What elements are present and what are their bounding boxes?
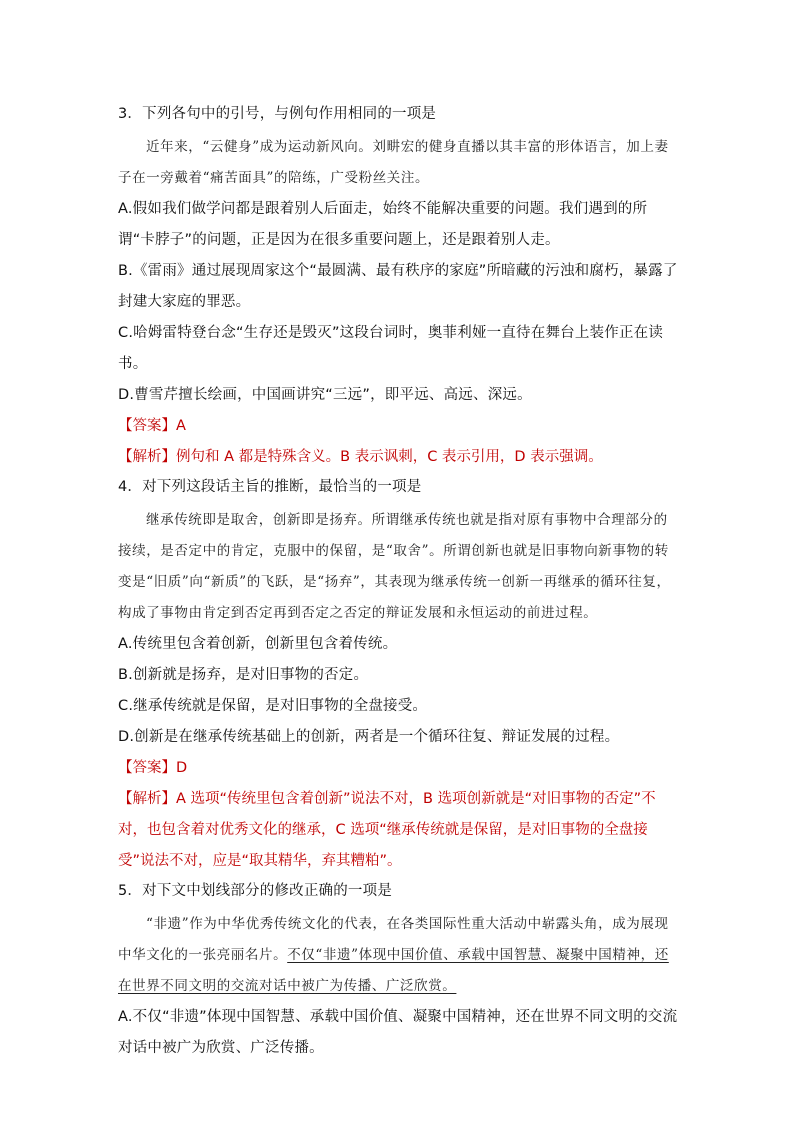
question-3-option-b: B.《雷雨》通过展现周家这个“最圆满、最有秩序的家庭”所暗藏的污浊和腐朽，暴露了封建大家庭的罪恶。	[118, 263, 678, 310]
answer-label: 【答案】	[118, 760, 176, 776]
question-5-passage	[118, 909, 678, 1002]
answer-value: A	[176, 418, 186, 434]
document-content	[118, 102, 678, 1064]
passage-underlined-text: 不仅“非遗”体现中国价值、承载中国智慧、凝聚中国精神，还在世界不同文明的交流对话中被广为传播、广泛欣赏。	[118, 947, 669, 994]
question-4-option-d: D.创新是在继承传统基础上的创新，两者是一个循环往复、辩证发展的过程。	[118, 729, 620, 745]
question-4-title: 4．对下列这段话主旨的推断，最恰当的一项是	[118, 479, 422, 495]
question-3-option-c: C.哈姆雷特登台念“生存还是毁灭”这段台词时，奥菲利娅一直待在舞台上装作正在读书。	[118, 325, 664, 372]
analysis-label: 【解析】	[118, 791, 176, 807]
answer-value: D	[176, 760, 188, 776]
question-3-option-a: A.假如我们做学问都是跟着别人后面走，始终不能解决重要的问题。我们遇到的所谓“卡脖子”的问题，正是因为在很多重要问题上，还是跟着别人走。	[118, 201, 648, 248]
question-5-option-a: A.不仅“非遗”体现中国智慧、承载中国价值、凝聚中国精神，还在世界不同文明的交流对话中被广为欣赏、广泛传播。	[118, 1009, 678, 1056]
question-4-analysis	[118, 784, 678, 877]
question-3-option-d: D.曹雪芹擅长绘画，中国画讲究“三远”，即平远、高远、深远。	[118, 387, 532, 403]
passage-plain-text: “非遗”作为中华优秀传统文化的代表，在各类国际性重大活动中崭露头角，成为展现中华文化的一张亮丽名片。	[118, 916, 669, 963]
analysis-label: 【解析】	[118, 449, 176, 465]
answer-label: 【答案】	[118, 418, 176, 434]
question-4-option-c: C.继承传统就是保留，是对旧事物的全盘接受。	[118, 698, 428, 714]
analysis-text: 例句和 A 都是特殊含义。B 表示讽刺，C 表示引用，D 表示强调。	[176, 449, 603, 465]
question-5-title: 5．对下文中划线部分的修改正确的一项是	[118, 883, 393, 899]
question-4-passage: 继承传统即是取舍，创新即是扬弃。所谓继承传统也就是指对原有事物中合理部分的接续，是否定中的肯定，克服中的保留，是“取舍”。所谓创新也就是旧事物向新事物的转变是“旧质”向“新质”的飞跃，是“扬弃”，其表现为继承传统一创新一再继承的循环往复，构成了事物由肯定到否定再到否定之否定的辩证发展和永恒运动的前进过程。	[118, 512, 671, 621]
question-3-title: 3．下列各句中的引号，与例句作用相同的一项是	[118, 106, 437, 122]
question-4-answer	[118, 753, 678, 784]
question-3-analysis	[118, 442, 678, 473]
question-3-passage: 近年来，“云健身”成为运动新风向。刘畊宏的健身直播以其丰富的形体语言，加上妻子在一旁戴着“痛苦面具”的陪练，广受粉丝关注。	[118, 139, 669, 186]
question-4-option-a: A.传统里包含着创新，创新里包含着传统。	[118, 636, 398, 652]
analysis-text: A 选项“传统里包含着创新”说法不对，B 选项创新就是“对旧事物的否定”不对，也包含着对优秀文化的继承，C 选项“继承传统就是保留，是对旧事物的全盘接受”说法不对，应是“取其精华，弃其糟粕”。	[118, 791, 656, 869]
question-4-option-b: B.创新就是扬弃，是对旧事物的否定。	[118, 667, 369, 683]
question-3-answer	[118, 411, 678, 442]
